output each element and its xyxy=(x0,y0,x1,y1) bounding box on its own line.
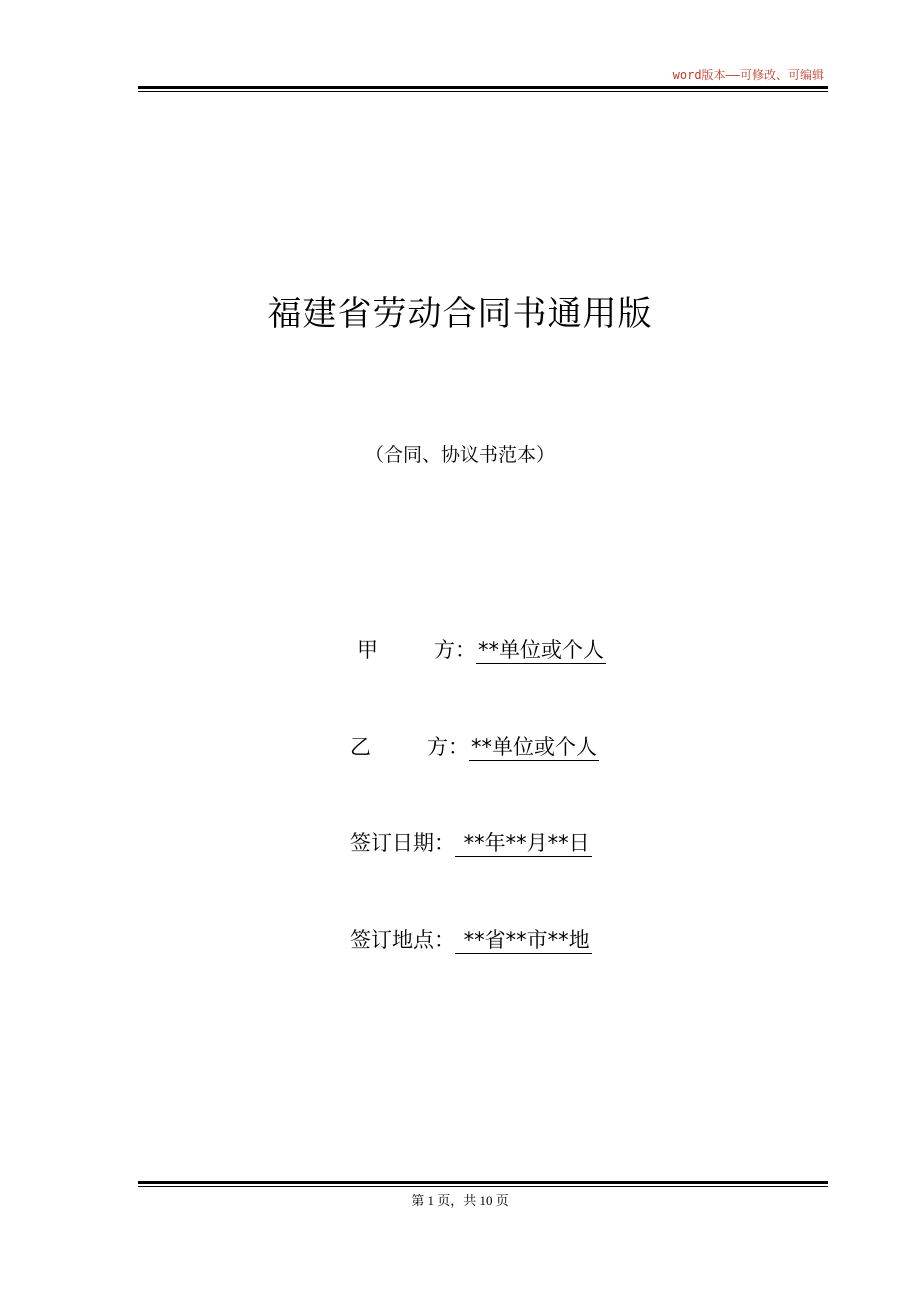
sign-date-value: **年**月**日 xyxy=(455,831,592,857)
footer-rule-thin xyxy=(138,1186,828,1187)
party-a-value: **单位或个人 xyxy=(476,638,606,664)
document-title: 福建省劳动合同书通用版 xyxy=(267,294,653,334)
party-a-label-first: 甲 xyxy=(357,638,378,662)
party-b-field xyxy=(350,731,599,761)
sign-date-field xyxy=(350,827,592,857)
party-a-label-second: 方： xyxy=(434,638,476,662)
sign-place-field xyxy=(350,924,592,954)
header-rule-thick xyxy=(138,86,828,89)
header-rule-thin xyxy=(138,91,828,92)
page-number: 第 1 页，共 10 页 xyxy=(411,1193,509,1208)
party-b-value: **单位或个人 xyxy=(469,735,599,761)
party-b-label-first: 乙 xyxy=(350,735,371,759)
party-a-field xyxy=(357,634,606,664)
party-b-label-second: 方： xyxy=(427,735,469,759)
sign-date-label: 签订日期： xyxy=(350,831,455,855)
sign-place-label: 签订地点： xyxy=(350,928,455,952)
header-edit-note: word版本——可修改、可编辑 xyxy=(672,68,824,82)
sign-place-value: **省**市**地 xyxy=(455,928,592,954)
footer-rule-thick xyxy=(138,1181,828,1184)
document-subtitle: （合同、协议书范本） xyxy=(364,444,555,466)
